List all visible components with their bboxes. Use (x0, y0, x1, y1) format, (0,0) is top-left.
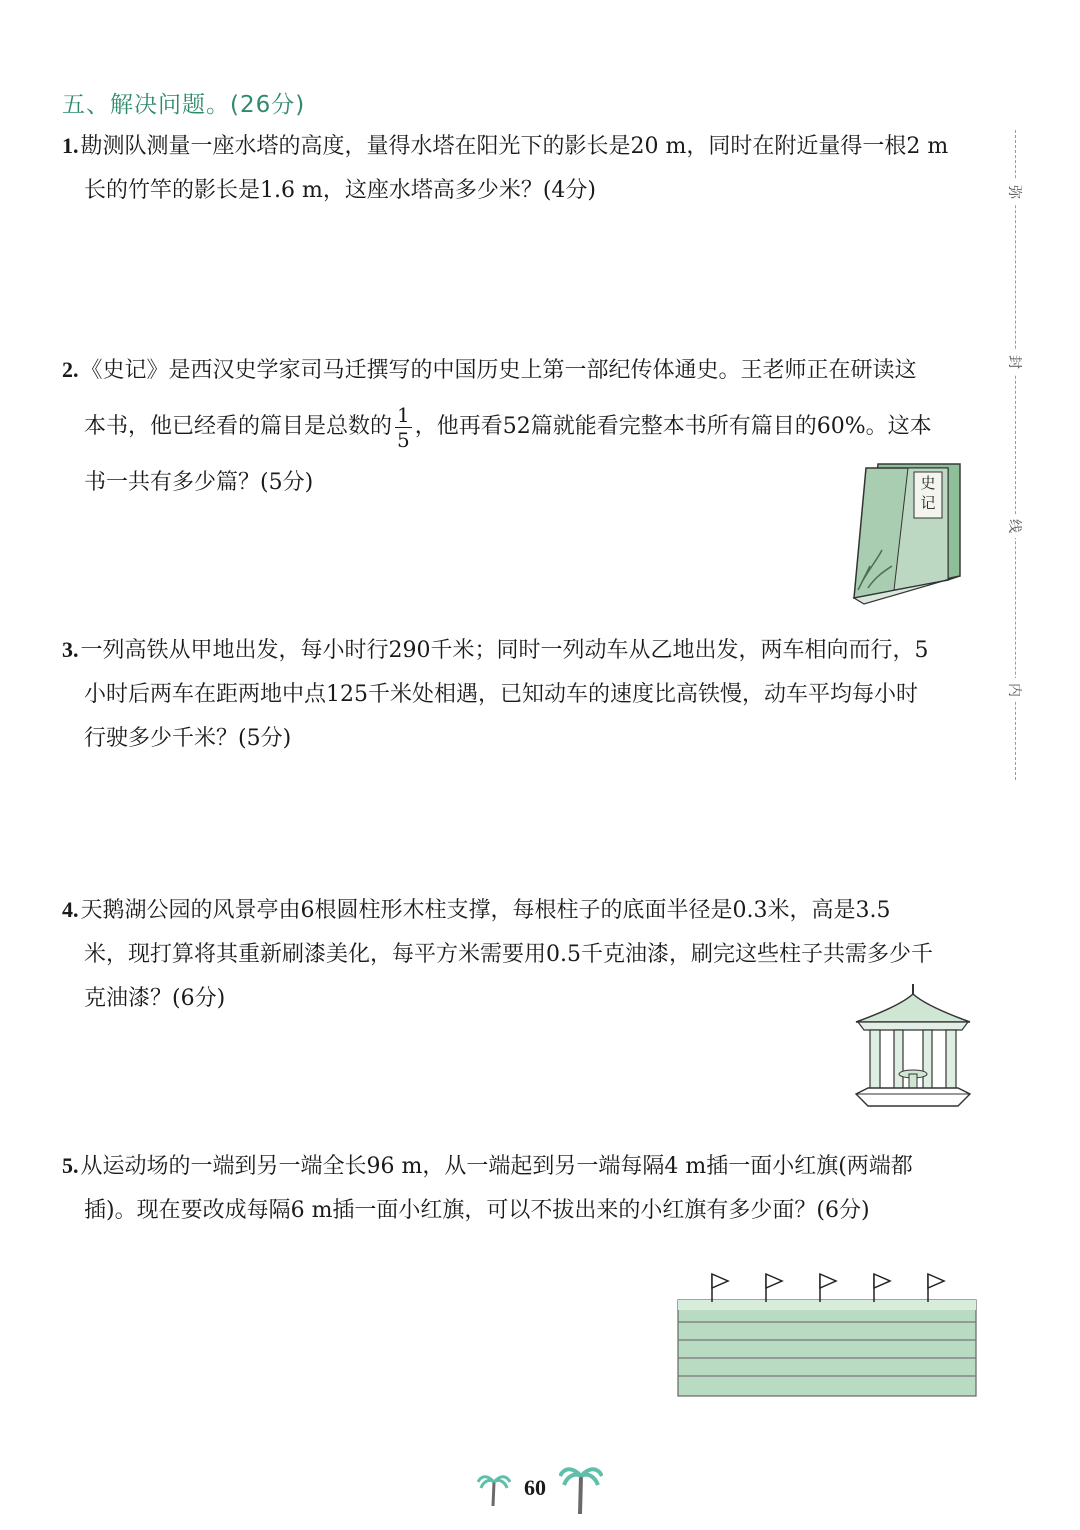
book-title-char: 记 (920, 494, 936, 512)
track-flags-illustration (676, 1270, 978, 1398)
question-number: 4. (62, 897, 79, 922)
page-footer (0, 1460, 1080, 1516)
margin-mark: 线 (1005, 514, 1025, 538)
margin-mark: 封 (1005, 350, 1025, 374)
question-text: 《史记》是西汉史学家司马迁撰写的中国历史上第一部纪传体通史。王老师正在研读这 (80, 358, 917, 383)
question-text: 本书，他已经看的篇目是总数的 (84, 414, 393, 439)
question-text: 一列高铁从甲地出发，每小时行290千米；同时一列动车从乙地出发，两车相向而行，5 (80, 638, 929, 663)
pavilion-illustration (852, 982, 974, 1118)
question-text: 书一共有多少篇？(5分) (84, 470, 314, 495)
section-title: 五、解决问题。(26分) (62, 92, 306, 118)
question-3 (62, 628, 982, 761)
question-1 (62, 124, 982, 213)
book-illustration (848, 458, 972, 608)
page-number: 60 (524, 1475, 546, 1500)
question-text: 勘测队测量一座水塔的高度，量得水塔在阳光下的影长是20 m，同时在附近量得一根2 m (80, 134, 949, 159)
question-2 (62, 342, 982, 511)
question-text: 插)。现在要改成每隔6 m插一面小红旗，可以不拔出来的小红旗有多少面？(6分) (84, 1198, 870, 1223)
margin-mark: 内 (1005, 678, 1025, 702)
question-text: 天鹅湖公园的风景亭由6根圆柱形木柱支撑，每根柱子的底面半径是0.3米，高是3.5 (80, 898, 891, 923)
book-title-char: 史 (920, 474, 936, 492)
question-number: 1. (62, 133, 79, 158)
question-number: 5. (62, 1153, 79, 1178)
question-5 (62, 1144, 982, 1233)
question-text: 小时后两车在距两地中点125千米处相遇，已知动车的速度比高铁慢，动车平均每小时 (84, 682, 918, 707)
margin-mark: 弥 (1005, 180, 1025, 204)
question-4 (62, 888, 982, 1021)
palm-tree-icon (559, 1460, 603, 1516)
palm-tree-icon (477, 1468, 511, 1508)
question-text: ，他再看52篇就能看完整本书所有篇目的60%。这本 (414, 414, 932, 439)
question-text: 克油漆？(6分) (84, 986, 226, 1011)
fraction-denominator: 5 (397, 427, 410, 452)
fraction (395, 403, 412, 452)
question-text: 米，现打算将其重新刷漆美化，每平方米需要用0.5千克油漆，刷完这些柱子共需多少千 (84, 942, 933, 967)
question-text: 从运动场的一端到另一端全长96 m，从一端起到另一端每隔4 m插一面小红旗(两端都 (80, 1154, 913, 1179)
question-number: 3. (62, 637, 79, 662)
question-text: 行驶多少千米？(5分) (84, 726, 292, 751)
question-text: 长的竹竿的影长是1.6 m，这座水塔高多少米？(4分) (84, 178, 597, 203)
fraction-numerator: 1 (397, 402, 410, 427)
question-number: 2. (62, 357, 79, 382)
